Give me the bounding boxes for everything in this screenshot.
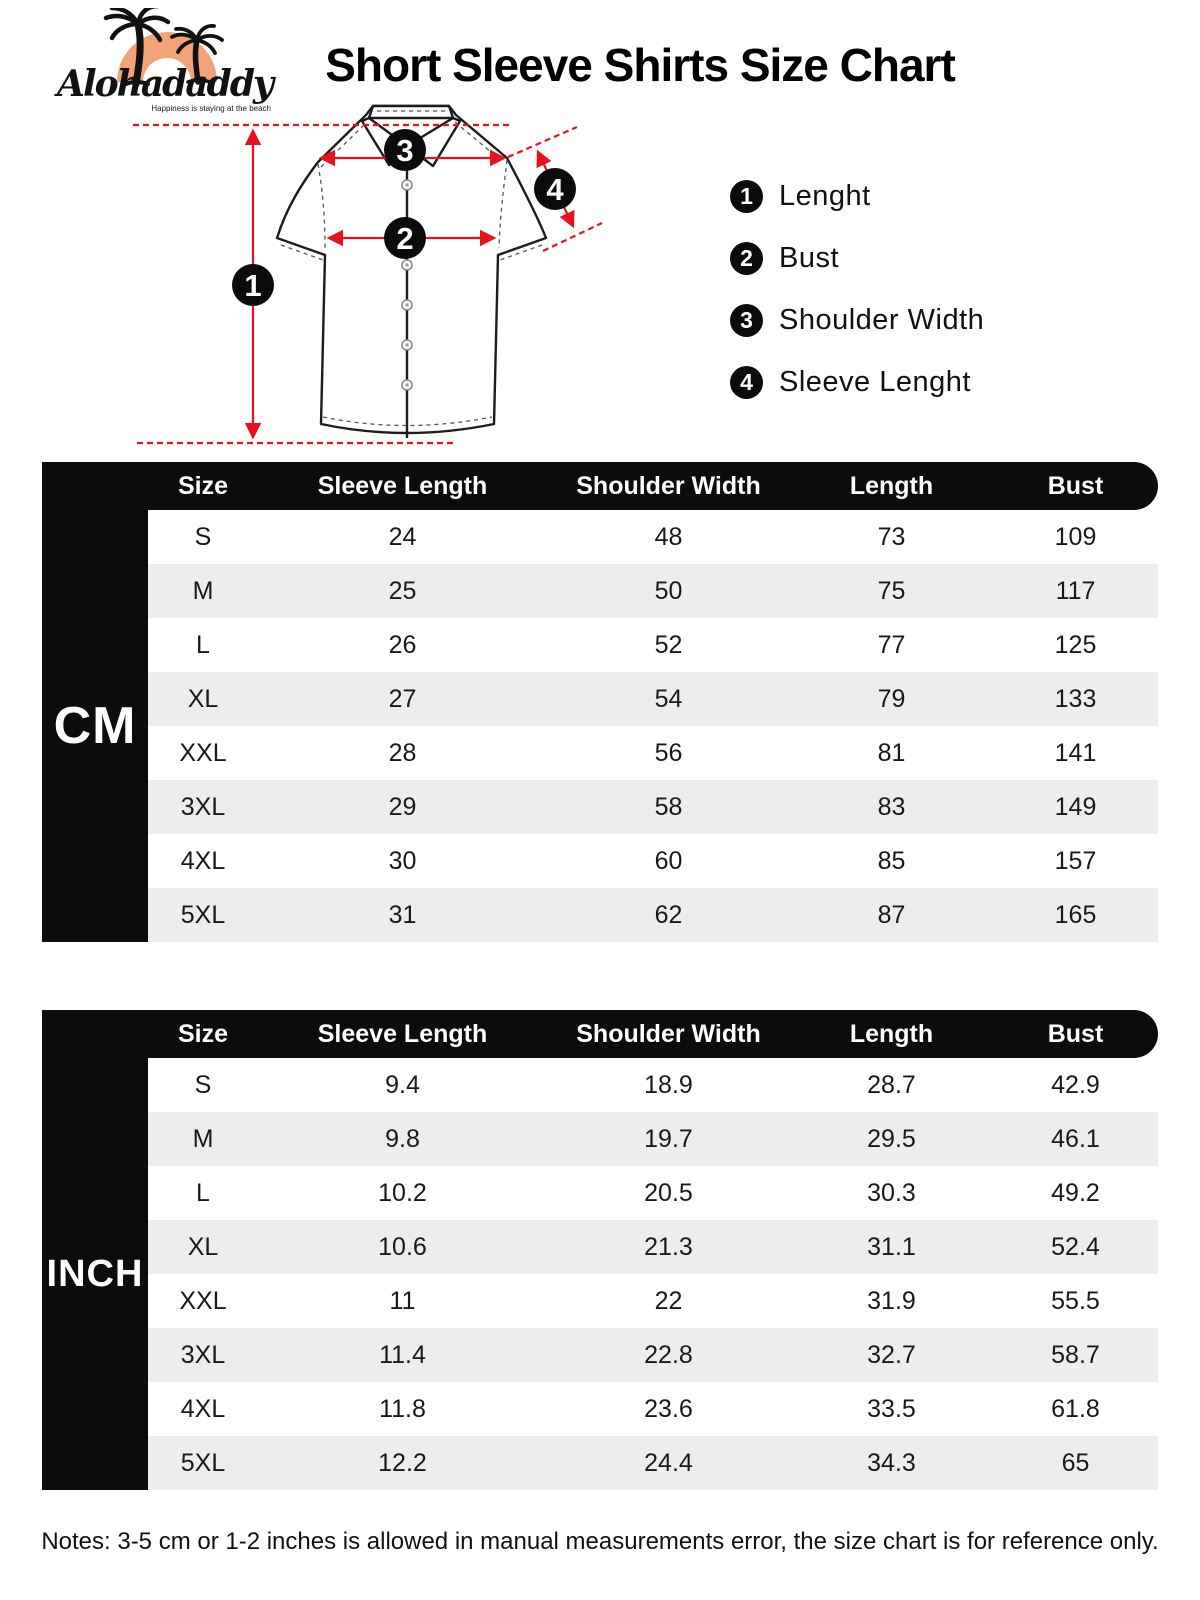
size-cell: 5XL xyxy=(148,888,258,942)
value-cell: 58 xyxy=(547,780,790,834)
legend-4-label: Sleeve Lenght xyxy=(779,366,971,398)
table-row xyxy=(42,1382,1158,1436)
table-row xyxy=(42,1328,1158,1382)
size-cell: S xyxy=(148,510,258,564)
size-cell: XXL xyxy=(148,726,258,780)
column-header-shoulder-width: Shoulder Width xyxy=(547,1010,790,1058)
size-cell: M xyxy=(148,1112,258,1166)
value-cell: 24 xyxy=(258,510,547,564)
value-cell: 141 xyxy=(993,726,1158,780)
table-row xyxy=(42,834,1158,888)
size-cell: S xyxy=(148,1058,258,1112)
size-cell: 4XL xyxy=(148,834,258,888)
value-cell: 62 xyxy=(547,888,790,942)
unit-label-inch: INCH xyxy=(42,1058,148,1490)
table-row xyxy=(42,1436,1158,1490)
size-table-cm xyxy=(42,462,1158,942)
size-cell: 3XL xyxy=(148,1328,258,1382)
value-cell: 56 xyxy=(547,726,790,780)
unit-header-corner xyxy=(42,462,148,510)
value-cell: 27 xyxy=(258,672,547,726)
size-cell: 4XL xyxy=(148,1382,258,1436)
size-cell: 5XL xyxy=(148,1436,258,1490)
legend-item-bust xyxy=(730,242,984,275)
value-cell: 54 xyxy=(547,672,790,726)
size-cell: M xyxy=(148,564,258,618)
column-header-size: Size xyxy=(148,1010,258,1058)
legend-2-label: Bust xyxy=(779,242,840,274)
legend-3-label: Shoulder Width xyxy=(779,304,985,336)
value-cell: 46.1 xyxy=(993,1112,1158,1166)
value-cell: 23.6 xyxy=(547,1382,790,1436)
column-header-length: Length xyxy=(790,462,993,510)
value-cell: 75 xyxy=(790,564,993,618)
table-row xyxy=(42,1220,1158,1274)
column-header-length: Length xyxy=(790,1010,993,1058)
value-cell: 22 xyxy=(547,1274,790,1328)
column-header-bust: Bust xyxy=(993,1010,1158,1058)
column-header-sleeve-length: Sleeve Length xyxy=(258,1010,547,1058)
brand-name: Alohadaddy xyxy=(57,63,272,105)
value-cell: 28 xyxy=(258,726,547,780)
table-row xyxy=(42,1112,1158,1166)
legend-3-badge: 3 xyxy=(730,304,763,337)
value-cell: 83 xyxy=(790,780,993,834)
value-cell: 109 xyxy=(993,510,1158,564)
brand-tagline: Happiness is staying at the beach xyxy=(151,104,271,113)
size-table-inch xyxy=(42,1010,1158,1490)
value-cell: 65 xyxy=(993,1436,1158,1490)
value-cell: 73 xyxy=(790,510,993,564)
value-cell: 117 xyxy=(993,564,1158,618)
unit-header-corner xyxy=(42,1010,148,1058)
column-header-sleeve-length: Sleeve Length xyxy=(258,462,547,510)
value-cell: 30.3 xyxy=(790,1166,993,1220)
table-row xyxy=(42,564,1158,618)
legend-item-sleeve-length xyxy=(730,366,984,399)
value-cell: 52.4 xyxy=(993,1220,1158,1274)
value-cell: 85 xyxy=(790,834,993,888)
marker-1-number: 1 xyxy=(244,268,262,303)
value-cell: 165 xyxy=(993,888,1158,942)
marker-3-number: 3 xyxy=(396,133,414,168)
value-cell: 61.8 xyxy=(993,1382,1158,1436)
value-cell: 52 xyxy=(547,618,790,672)
table-row xyxy=(42,672,1158,726)
value-cell: 60 xyxy=(547,834,790,888)
size-cell: XL xyxy=(148,1220,258,1274)
value-cell: 58.7 xyxy=(993,1328,1158,1382)
sleeve-bottom-guide xyxy=(543,223,602,251)
table-row xyxy=(42,510,1158,564)
notes-text: Notes: 3-5 cm or 1-2 inches is allowed in manual measurements error, the size chart is for reference only. xyxy=(41,1528,1159,1555)
value-cell: 42.9 xyxy=(993,1058,1158,1112)
value-cell: 29.5 xyxy=(790,1112,993,1166)
legend-4-badge: 4 xyxy=(730,366,763,399)
table-row xyxy=(42,1058,1158,1112)
size-cell: XL xyxy=(148,672,258,726)
value-cell: 157 xyxy=(993,834,1158,888)
column-header-bust: Bust xyxy=(993,462,1158,510)
size-cell: XXL xyxy=(148,1274,258,1328)
unit-label-cm: CM xyxy=(42,510,148,942)
legend-1-label: Lenght xyxy=(779,180,871,212)
table-row xyxy=(42,780,1158,834)
value-cell: 9.4 xyxy=(258,1058,547,1112)
value-cell: 133 xyxy=(993,672,1158,726)
value-cell: 49.2 xyxy=(993,1166,1158,1220)
size-cell: 3XL xyxy=(148,780,258,834)
table-row xyxy=(42,726,1158,780)
value-cell: 55.5 xyxy=(993,1274,1158,1328)
marker-2-number: 2 xyxy=(396,221,414,256)
value-cell: 10.6 xyxy=(258,1220,547,1274)
value-cell: 29 xyxy=(258,780,547,834)
table-row xyxy=(42,1166,1158,1220)
table-row xyxy=(42,888,1158,942)
value-cell: 11.4 xyxy=(258,1328,547,1382)
legend-item-shoulder-width xyxy=(730,304,984,337)
value-cell: 31.9 xyxy=(790,1274,993,1328)
value-cell: 11 xyxy=(258,1274,547,1328)
measurement-legend xyxy=(730,180,984,428)
value-cell: 125 xyxy=(993,618,1158,672)
value-cell: 19.7 xyxy=(547,1112,790,1166)
shirt-diagram xyxy=(115,88,635,463)
value-cell: 48 xyxy=(547,510,790,564)
value-cell: 34.3 xyxy=(790,1436,993,1490)
value-cell: 81 xyxy=(790,726,993,780)
page-title: Short Sleeve Shirts Size Chart xyxy=(325,39,955,91)
column-header-size: Size xyxy=(148,462,258,510)
size-cell: L xyxy=(148,618,258,672)
value-cell: 25 xyxy=(258,564,547,618)
legend-item-length xyxy=(730,180,984,213)
table-row xyxy=(42,618,1158,672)
value-cell: 20.5 xyxy=(547,1166,790,1220)
value-cell: 11.8 xyxy=(258,1382,547,1436)
value-cell: 32.7 xyxy=(790,1328,993,1382)
value-cell: 79 xyxy=(790,672,993,726)
value-cell: 28.7 xyxy=(790,1058,993,1112)
value-cell: 50 xyxy=(547,564,790,618)
value-cell: 30 xyxy=(258,834,547,888)
value-cell: 24.4 xyxy=(547,1436,790,1490)
legend-1-badge: 1 xyxy=(730,180,763,213)
value-cell: 12.2 xyxy=(258,1436,547,1490)
value-cell: 31 xyxy=(258,888,547,942)
value-cell: 9.8 xyxy=(258,1112,547,1166)
table-row xyxy=(42,1274,1158,1328)
value-cell: 77 xyxy=(790,618,993,672)
value-cell: 33.5 xyxy=(790,1382,993,1436)
legend-2-badge: 2 xyxy=(730,242,763,275)
value-cell: 87 xyxy=(790,888,993,942)
sleeve-top-guide xyxy=(508,127,577,157)
value-cell: 21.3 xyxy=(547,1220,790,1274)
value-cell: 22.8 xyxy=(547,1328,790,1382)
marker-4-number: 4 xyxy=(546,172,564,207)
size-cell: L xyxy=(148,1166,258,1220)
value-cell: 31.1 xyxy=(790,1220,993,1274)
value-cell: 18.9 xyxy=(547,1058,790,1112)
value-cell: 149 xyxy=(993,780,1158,834)
value-cell: 10.2 xyxy=(258,1166,547,1220)
value-cell: 26 xyxy=(258,618,547,672)
column-header-shoulder-width: Shoulder Width xyxy=(547,462,790,510)
